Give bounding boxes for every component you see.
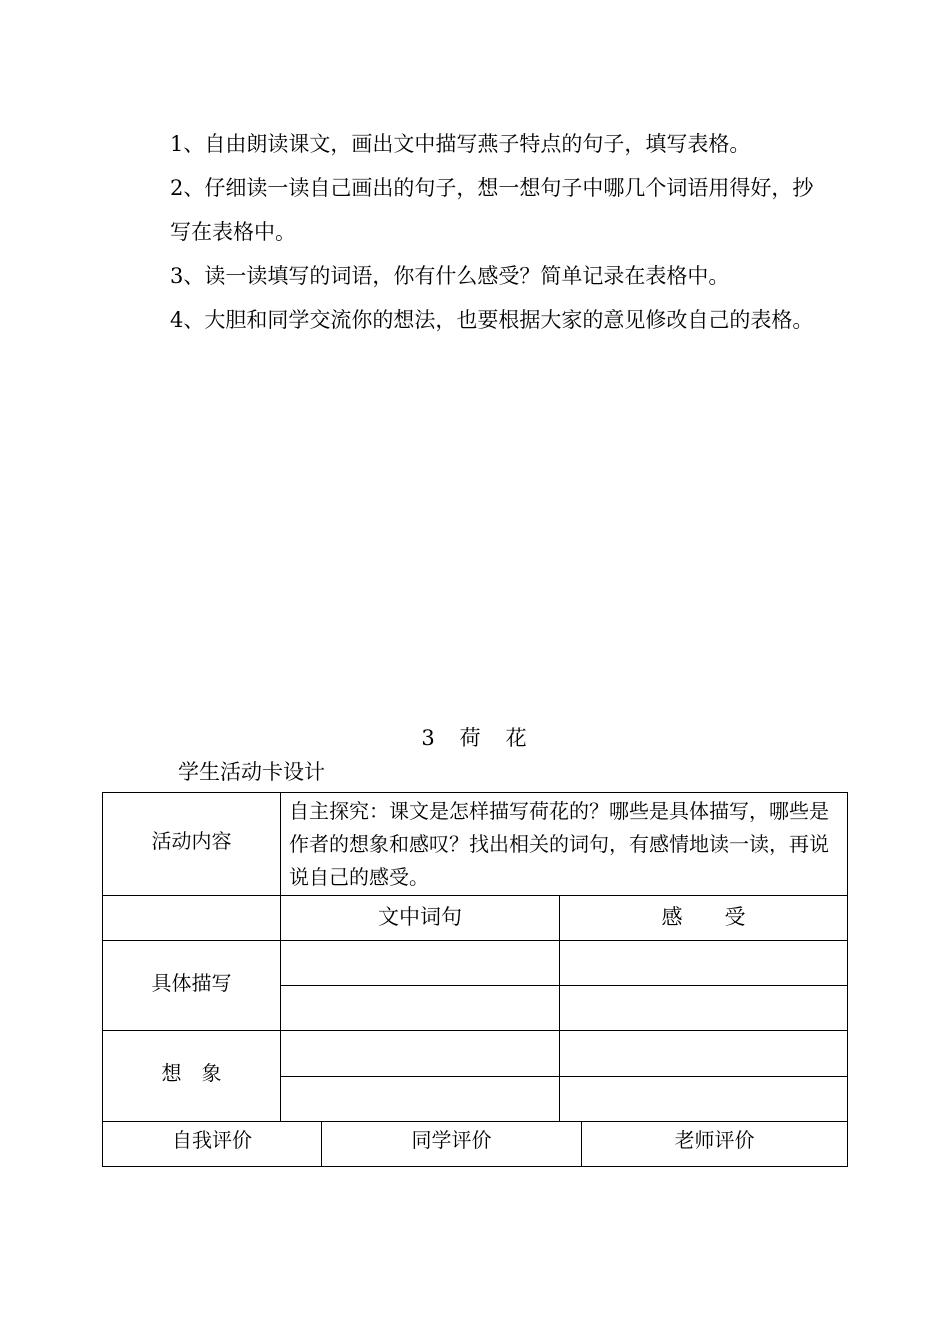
evaluation-self: 自我评价 [172,1127,252,1152]
instruction-item [170,254,830,298]
evaluation-teacher: 老师评价 [674,1127,755,1152]
instruction-text: 、自由朗读课文，画出文中描写燕子特点的句子，填写表格。 [183,132,751,156]
instruction-item [170,298,830,342]
activity-content-label: 活动内容 [151,828,232,853]
activity-description: 自主探究：课文是怎样描写荷花的？哪些是具体描写，哪些是作者的想象和感叹？找出相关的词句，有感情地读一读，再说说自己的感受。 [289,799,829,889]
instruction-item [170,166,830,254]
row-label-imagination: 想 象 [161,1060,222,1085]
row-label-concrete-description: 具体描写 [151,970,232,995]
instruction-number: 4 [170,308,184,332]
column-header-sentences: 文中词句 [378,905,462,929]
evaluation-peer: 同学评价 [411,1127,492,1152]
table-rule [280,985,847,986]
instruction-text: 、大胆和同学交流你的想法，也要根据大家的意见修改自己的表格。 [183,308,814,332]
instruction-text: 、读一读填写的词语，你有什么感受？简单记录在表格中。 [183,264,730,288]
instruction-number: 2 [170,176,184,200]
table-rule [280,1076,847,1077]
activity-card-title: 学生活动卡设计 [178,760,325,784]
instruction-number: 3 [170,264,184,288]
lesson-title: 3 荷 花 [421,726,529,750]
activity-table [102,792,848,1167]
instructions [170,122,830,342]
instruction-number: 1 [170,132,184,156]
table-rule [280,793,281,1121]
instruction-item [170,122,830,166]
instruction-text: 、仔细读一读自己画出的句子，想一想句子中哪几个词语用得好，抄写在表格中。 [170,176,814,244]
column-header-feelings: 感 受 [661,905,746,929]
